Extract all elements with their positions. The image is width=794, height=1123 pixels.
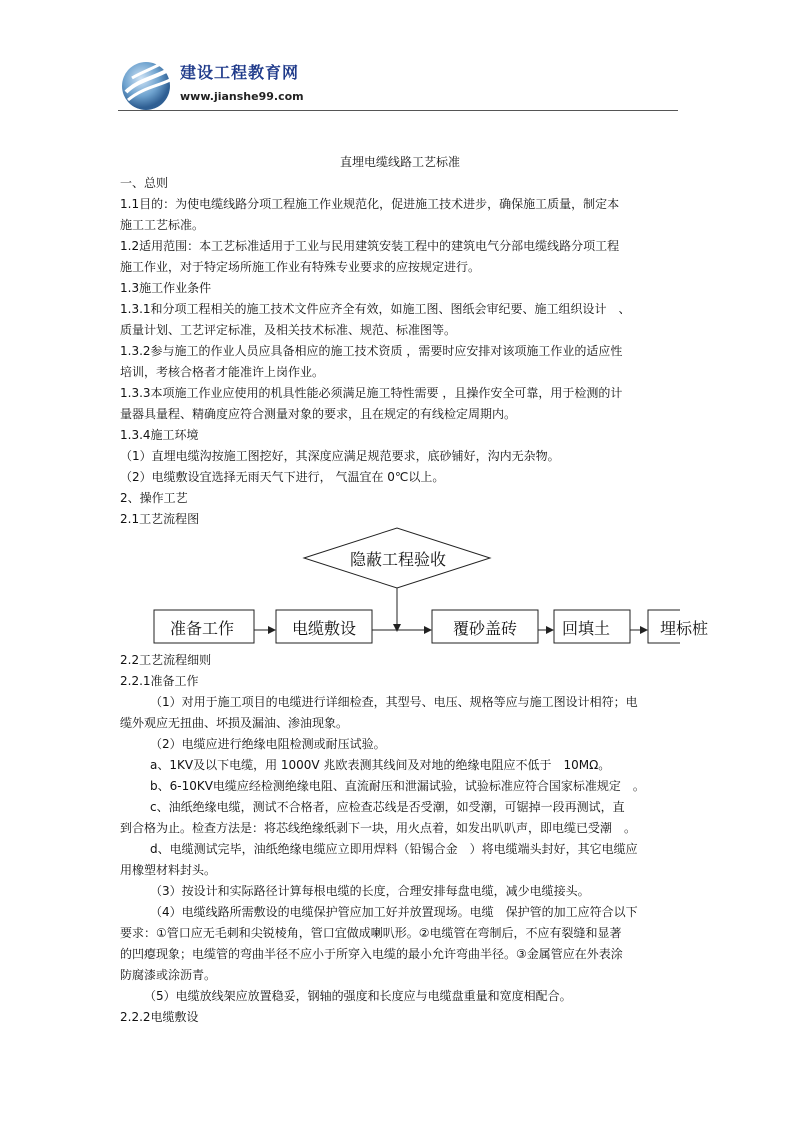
text-line: 1.3.4施工环境: [120, 428, 199, 442]
text-line: c、油纸绝缘电缆，测试不合格者，应检查芯线是否受潮，如受潮，可锯掉一段再测试，直: [150, 800, 625, 814]
header-divider: [118, 110, 678, 111]
step-label-5: 埋标桩: [660, 619, 709, 638]
site-url: www.jianshe99.com: [180, 90, 304, 103]
text-line: 2、操作工艺: [120, 491, 188, 505]
text-line: a、1KV及以下电缆，用 1000V 兆欧表测其线间及对地的绝缘电阻应不低于 10MΩ。: [150, 758, 611, 772]
text-line: （2）电缆敷设宜选择无雨天气下进行， 气温宜在 0℃以上。: [120, 470, 445, 484]
process-flowchart: [120, 524, 709, 654]
text-line: 量器具量程、精确度应符合测量对象的要求，且在规定的有线检定周期内。: [120, 407, 517, 421]
text-line: 1.1目的：为使电缆线路分项工程施工作业规范化，促进施工技术进步，确保施工质量，制定本: [120, 197, 620, 211]
text-line: 到合格为止。检查方法是：将芯线绝缘纸剥下一块，用火点着，如发出叭叭声，即电缆已受潮 。: [120, 821, 637, 835]
text-line: （2）电缆应进行绝缘电阻检测或耐压试验。: [150, 737, 386, 751]
site-header: [118, 52, 678, 112]
text-line: 一、总则: [120, 176, 169, 190]
text-line: （5）电缆放线架应放置稳妥，钢轴的强度和长度应与电缆盘重量和宽度相配合。: [144, 989, 572, 1003]
text-line: 防腐漆或涂沥青。: [120, 968, 217, 982]
decision-label: 隐蔽工程验收: [350, 550, 447, 569]
text-line: d、电缆测试完毕，油纸绝缘电缆应立即用焊料（铅锡合金 ）将电缆端头封好，其它电缆应: [150, 842, 638, 856]
step-label-4: 回填土: [562, 619, 611, 638]
section-general: [120, 173, 680, 530]
text-line: 2.2.1准备工作: [120, 674, 199, 688]
text-line: （3）按设计和实际路径计算每根电缆的长度，合理安排每盘电缆，减少电缆接头。: [150, 884, 590, 898]
text-line: 用橡塑材料封头。: [120, 863, 217, 877]
text-line: 1.3施工作业条件: [120, 281, 212, 295]
text-line: （1）直埋电缆沟按施工图挖好，其深度应满足规范要求，底砂铺好，沟内无杂物。: [120, 449, 560, 463]
text-line: b、6-10KV电缆应经检测绝缘电阻、直流耐压和泄漏试验，试验标准应符合国家标准规定 。: [150, 779, 645, 793]
text-line: 质量计划、工艺评定标准，及相关技术标准、规范、标准图等。: [120, 323, 457, 337]
text-line: 缆外观应无扭曲、坏损及漏油、渗油现象。: [120, 716, 349, 730]
text-line: 1.3.1和分项工程相关的施工技术文件应齐全有效，如施工图、图纸会审纪要、施工组织设计 、: [120, 302, 631, 316]
text-line: 2.2.2电缆敷设: [120, 1010, 199, 1024]
step-label-1: 准备工作: [170, 619, 235, 638]
site-name: 建设工程教育网: [180, 63, 300, 82]
text-line: 2.2工艺流程细则: [120, 653, 212, 667]
document-title: 直埋电缆线路工艺标准: [339, 155, 460, 169]
text-line: 1.3.2参与施工的作业人员应具备相应的施工技术资质 ，需要时应安排对该项施工作业的适应性: [120, 344, 623, 358]
section-details: [120, 650, 680, 1028]
text-line: 施工工艺标准。: [120, 218, 205, 232]
text-line: 施工作业，对于特定场所施工作业有特殊专业要求的应按规定进行。: [120, 260, 481, 274]
step-label-3: 覆砂盖砖: [453, 619, 518, 638]
process-details: [120, 650, 680, 1028]
text-line: （1）对用于施工项目的电缆进行详细检查，其型号、电压、规格等应与施工图设计相符；电: [150, 695, 638, 709]
text-line: 培训，考核合格者才能准许上岗作业。: [120, 365, 325, 379]
text-line: （4）电缆线路所需敷设的电缆保护管应加工好并放置现场。电缆 保护管的加工应符合以下: [150, 905, 638, 919]
globe-logo-icon: [118, 52, 180, 114]
text-line: 1.3.3本项施工作业应使用的机具性能必须满足施工特性需要 ，且操作安全可靠，用于检测的计: [120, 386, 623, 400]
step-label-2: 电缆敷设: [292, 619, 357, 638]
text-line: 2.1工艺流程图: [120, 512, 200, 526]
decision-arrowhead: [393, 624, 401, 632]
text-line: 1.2适用范围：本工艺标准适用于工业与民用建筑安装工程中的建筑电气分部电缆线路分项工程: [120, 239, 620, 253]
text-line: 要求：①管口应无毛刺和尖锐棱角，管口宜做成喇叭形。②电缆管在弯制后，不应有裂缝和显著: [120, 926, 622, 940]
text-line: 的凹瘪现象；电缆管的弯曲半径不应小于所穿入电缆的最小允许弯曲半径。③金属管应在外表涂: [120, 947, 623, 961]
document-body: [120, 152, 680, 530]
